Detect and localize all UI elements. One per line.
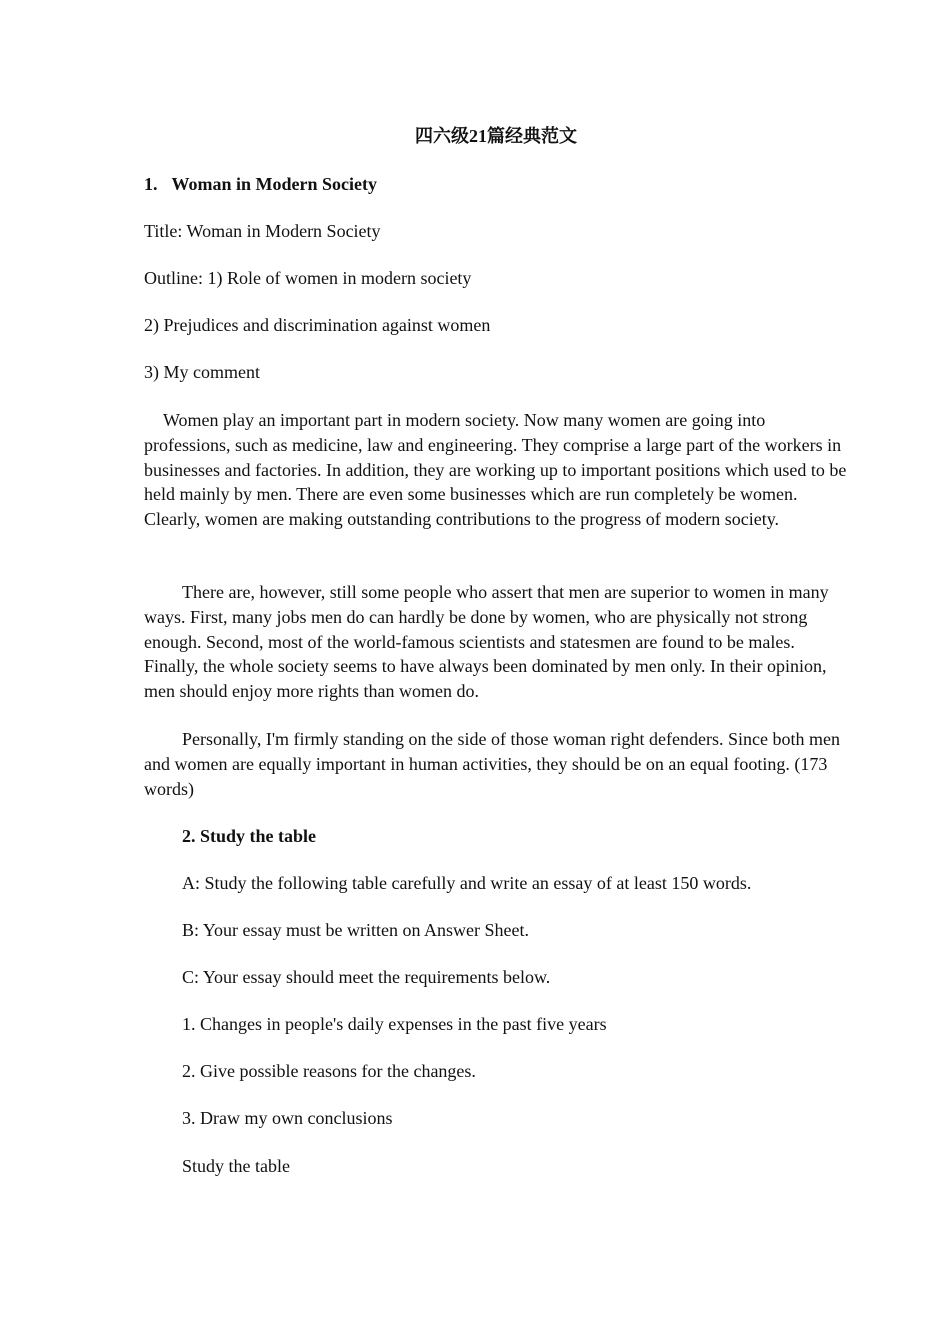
requirement-2: 2. Give possible reasons for the changes. — [182, 1061, 476, 1081]
section-2-heading: 2. Study the table — [182, 826, 317, 846]
instruction-a: A: Study the following table carefully and write an essay of at least 150 words. — [182, 873, 752, 893]
requirement-1: 1. Changes in people's daily expenses in the past five years — [182, 1014, 607, 1034]
outline-item-1: Outline: 1) Role of women in modern society — [144, 268, 472, 288]
section-1-number: 1. — [144, 174, 158, 194]
section-1-heading — [144, 172, 377, 197]
essay-paragraph-2: There are, however, still some people who assert that men are superior to women in many ways. First, many jobs men do can hardly be done by women, who are physically not strong enough. Second, most of the world-famous scientists and statesmen are found to be males. Finally, the whole society seems to have always been dominated by men only. In their opinion, men should enjoy more rights than women do. — [144, 582, 829, 702]
outline-item-3: 3) My comment — [144, 362, 260, 382]
outline-item-2: 2) Prejudices and discrimination against women — [144, 315, 491, 335]
essay-title-line: Title: Woman in Modern Society — [144, 221, 381, 241]
instruction-c: C: Your essay should meet the requirements below. — [182, 967, 551, 987]
instruction-b: B: Your essay must be written on Answer Sheet. — [182, 920, 529, 940]
requirement-3: 3. Draw my own conclusions — [182, 1108, 393, 1128]
page-title: 四六级21篇经典范文 — [415, 126, 577, 146]
essay-paragraph-1: Women play an important part in modern society. Now many women are going into professions, such as medicine, law and engineering. They comprise a large part of the workers in businesses and factories. In addition, they are working up to important positions which used to be held mainly by men. There are even some businesses which are run completely be women. Clearly, women are making outstanding contributions to the progress of modern society. — [144, 410, 847, 530]
section-1-heading-text: Woman in Modern Society — [171, 174, 377, 194]
table-label: Study the table — [182, 1156, 290, 1176]
essay-paragraph-3: Personally, I'm firmly standing on the side of those woman right defenders. Since both men and women are equally important in human activities, they should be on an equal footing. (173 words) — [144, 729, 840, 799]
